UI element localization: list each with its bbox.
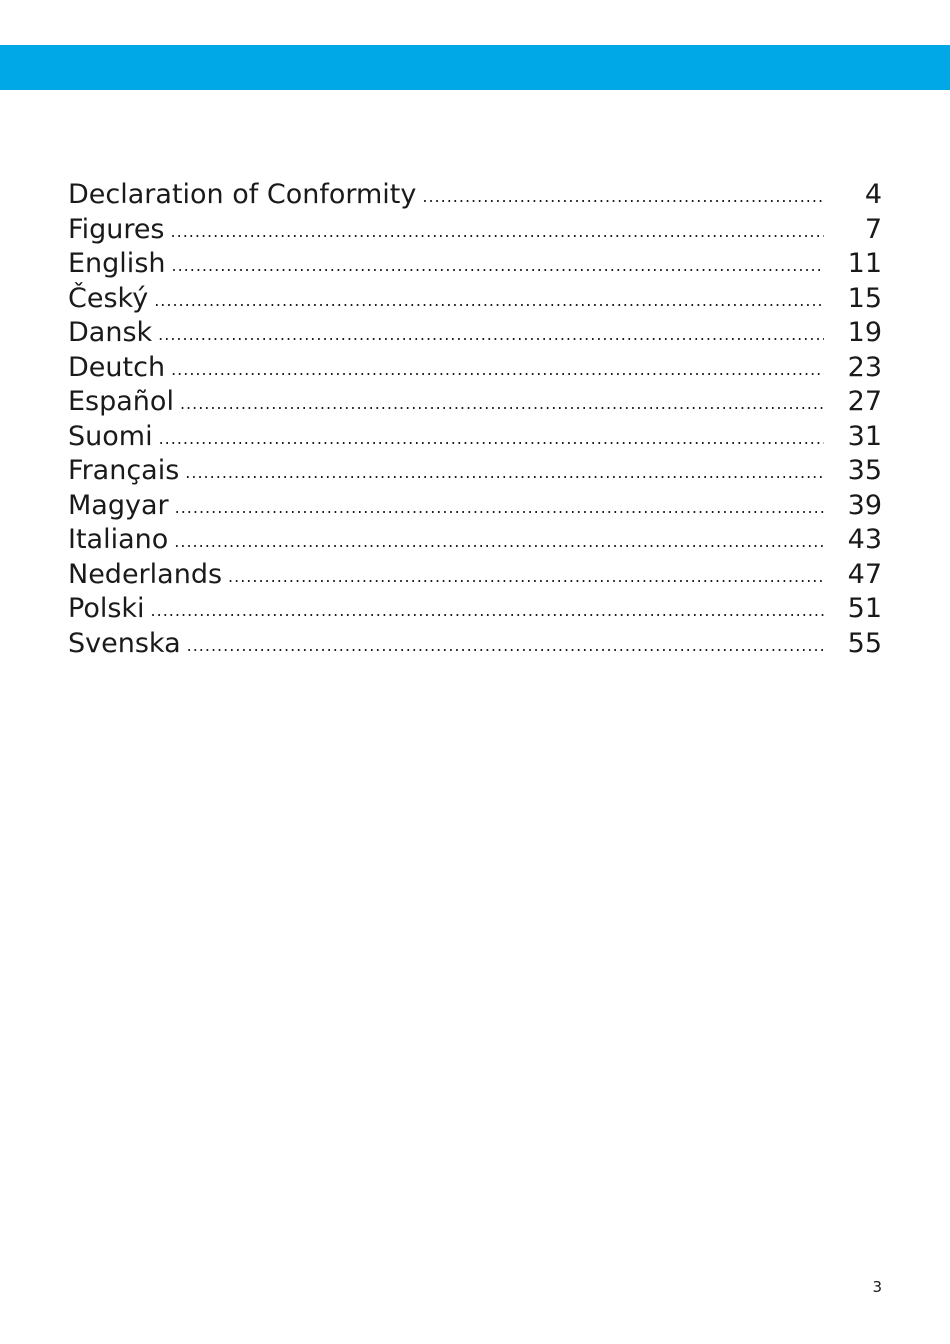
toc-entry-nederlands[interactable] bbox=[68, 558, 882, 593]
toc-entry-title: Suomi bbox=[68, 420, 153, 452]
toc-entry-francais[interactable] bbox=[68, 454, 882, 489]
toc-dot-leader bbox=[175, 491, 824, 526]
toc-entry-title: Magyar bbox=[68, 489, 169, 521]
toc-entry-title: Español bbox=[68, 386, 174, 417]
toc-entry-deutch[interactable] bbox=[68, 351, 882, 386]
toc-entry-italiano[interactable] bbox=[68, 523, 882, 558]
toc-entry-title: Declaration of Conformity bbox=[68, 179, 417, 210]
toc-entry-page: 55 bbox=[847, 627, 882, 659]
toc-entry-english[interactable] bbox=[68, 247, 882, 282]
toc-entry-page: 7 bbox=[864, 213, 882, 245]
toc-entry-declaration-of-conformity[interactable] bbox=[68, 178, 882, 213]
toc-entry-page: 15 bbox=[847, 282, 882, 314]
table-of-contents bbox=[68, 178, 882, 661]
toc-dot-leader bbox=[151, 594, 824, 629]
toc-dot-leader bbox=[171, 353, 824, 388]
toc-entry-dansk[interactable] bbox=[68, 316, 882, 351]
toc-entry-figures[interactable] bbox=[68, 213, 882, 248]
toc-entry-polski[interactable] bbox=[68, 592, 882, 627]
toc-entry-title: English bbox=[68, 248, 166, 279]
toc-entry-espanol[interactable] bbox=[68, 385, 882, 420]
toc-entry-page: 31 bbox=[847, 420, 882, 452]
toc-entry-title: Svenska bbox=[68, 627, 181, 659]
toc-entry-page: 11 bbox=[847, 248, 882, 279]
toc-dot-leader bbox=[228, 560, 824, 595]
toc-entry-magyar[interactable] bbox=[68, 489, 882, 524]
toc-entry-page: 47 bbox=[847, 558, 882, 590]
toc-entry-page: 51 bbox=[847, 593, 882, 624]
toc-dot-leader bbox=[172, 249, 825, 284]
toc-entry-title: Polski bbox=[68, 593, 145, 624]
toc-entry-cesky[interactable] bbox=[68, 282, 882, 317]
toc-entry-title: Italiano bbox=[68, 524, 169, 555]
toc-entry-page: 23 bbox=[847, 351, 882, 383]
page-number: 3 bbox=[872, 1278, 882, 1296]
toc-entry-title: Nederlands bbox=[68, 558, 223, 590]
toc-entry-svenska[interactable] bbox=[68, 627, 882, 662]
toc-entry-title: Deutch bbox=[68, 351, 166, 383]
toc-entry-page: 35 bbox=[847, 455, 882, 486]
toc-dot-leader bbox=[154, 284, 824, 319]
toc-entry-page: 39 bbox=[847, 489, 882, 521]
toc-dot-leader bbox=[158, 318, 824, 353]
toc-entry-page: 4 bbox=[864, 179, 882, 210]
toc-entry-title: Dansk bbox=[68, 317, 153, 348]
toc-dot-leader bbox=[171, 215, 824, 250]
toc-dot-leader bbox=[422, 180, 824, 215]
toc-dot-leader bbox=[185, 456, 824, 491]
toc-dot-leader bbox=[174, 525, 824, 560]
toc-entry-page: 19 bbox=[847, 317, 882, 348]
toc-entry-title: Figures bbox=[68, 213, 165, 245]
toc-dot-leader bbox=[159, 422, 824, 457]
toc-entry-suomi[interactable] bbox=[68, 420, 882, 455]
header-band bbox=[0, 45, 950, 90]
toc-entry-page: 27 bbox=[847, 386, 882, 417]
toc-dot-leader bbox=[180, 387, 824, 422]
toc-entry-title: Français bbox=[68, 455, 180, 486]
toc-dot-leader bbox=[187, 629, 824, 664]
toc-entry-title: Český bbox=[68, 282, 149, 314]
toc-entry-page: 43 bbox=[847, 524, 882, 555]
